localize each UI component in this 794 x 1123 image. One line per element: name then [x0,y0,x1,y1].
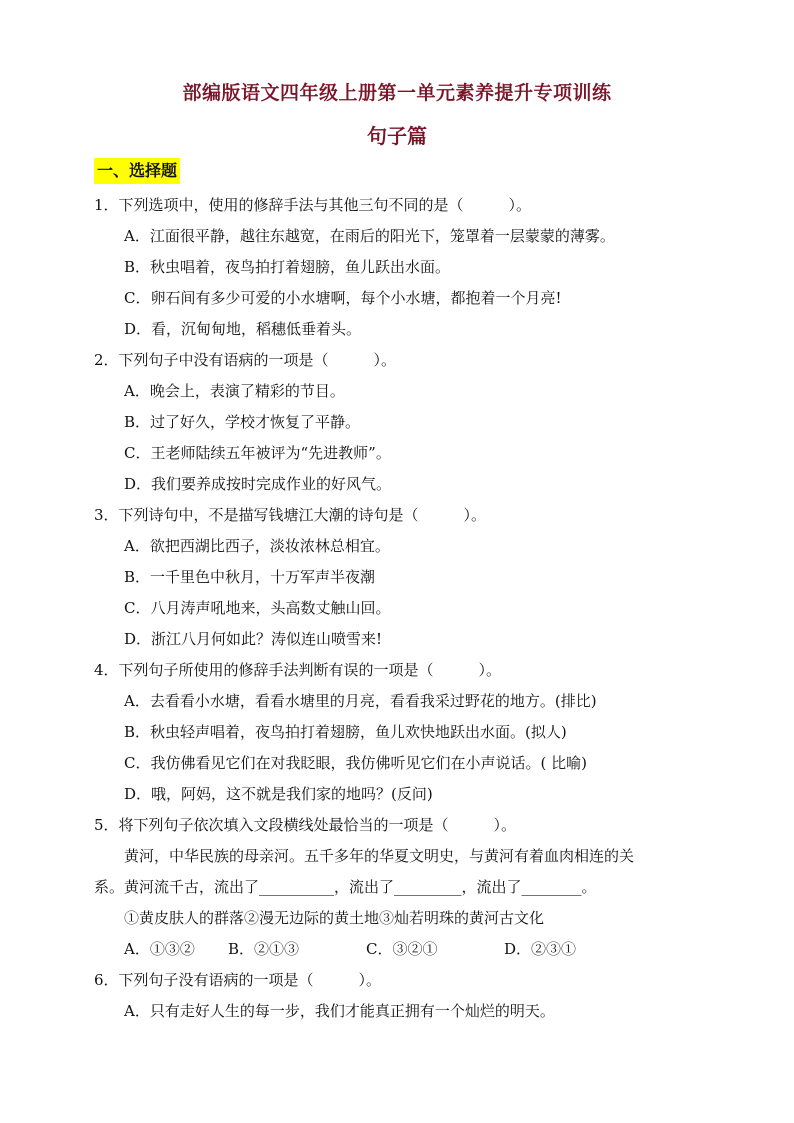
question-option: A．江面很平静，越往东越宽，在雨后的阳光下，笼罩着一层蒙蒙的薄雾。 [124,227,615,245]
question-option: A．晚会上，表演了精彩的节目。 [124,382,345,400]
document-subtitle: 句子篇 [367,124,427,148]
question-stem: 4．下列句子所使用的修辞手法判断有误的一项是（ ）。 [94,661,502,679]
question-option: A．去看看小水塘，看看水塘里的月亮，看看我采过野花的地方。(排比) [124,692,597,710]
document-title: 部编版语文四年级上册第一单元素养提升专项训练 [182,82,612,104]
question-option: D．浙江八月何如此？涛似连山喷雪来! [124,630,383,648]
choice-option: C．③②① [366,940,438,958]
question-option: A．只有走好人生的每一步，我们才能真正拥有一个灿烂的明天。 [124,1002,555,1020]
question-option: B．秋虫唱着，夜鸟拍打着翅膀，鱼儿跃出水面。 [124,258,451,276]
choice-option: D．②③① [504,940,577,958]
question-stem: 2．下列句子中没有语病的一项是（ ）。 [94,351,397,369]
question-option: A．欲把西湖比西子，淡妆浓林总相宜。 [124,537,390,555]
sentence-sequence: ①黄皮肤人的群落②漫无边际的黄土地③灿若明珠的黄河古文化 [124,909,545,927]
section-heading: 一、选择题 [94,158,180,184]
question-stem: 1．下列选项中，使用的修辞手法与其他三句不同的是（ ）。 [94,196,532,214]
choice-row [94,934,704,965]
question-option: C．我仿佛看见它们在对我眨眼，我仿佛听见它们在小声说话。( 比喻) [124,754,587,772]
question-option: C．八月涛声吼地来，头高数丈触山回。 [124,599,391,617]
question-stem: 6．下列句子没有语病的一项是（ ）。 [94,971,382,989]
question-option: B．一千里色中秋月，十万军声半夜潮 [124,568,376,586]
question-list [94,190,704,1027]
question-option: D．哦，阿妈，这不就是我们家的地吗？(反问) [124,785,433,803]
passage-text: 黄河，中华民族的母亲河。五千多年的华夏文明史，与黄河有着血肉相连的关 [124,847,635,865]
passage-text: 系。黄河流千古，流出了__________，流出了_________，流出了________。 [94,878,597,896]
question-option: B．秋虫轻声唱着，夜鸟拍打着翅膀，鱼儿欢快地跃出水面。(拟人) [124,723,567,741]
question-stem: 5．将下列句子依次填入文段横线处最恰当的一项是（ ）。 [94,816,517,834]
question-option: D．看，沉甸甸地，稻穗低垂着头。 [124,320,362,338]
question-stem: 3．下列诗句中，不是描写钱塘江大潮的诗句是（ ）。 [94,506,487,524]
question-option: B．过了好久，学校才恢复了平静。 [124,413,361,431]
question-option: C．卵石间有多少可爱的小水塘啊，每个小水塘，都抱着一个月亮! [124,289,562,307]
choice-option: B．②①③ [228,940,300,958]
choice-option: A．①③② [124,940,195,958]
question-option: D．我们要养成按时完成作业的好风气。 [124,475,392,493]
question-option: C．王老师陆续五年被评为“先进教师”。 [124,444,391,462]
